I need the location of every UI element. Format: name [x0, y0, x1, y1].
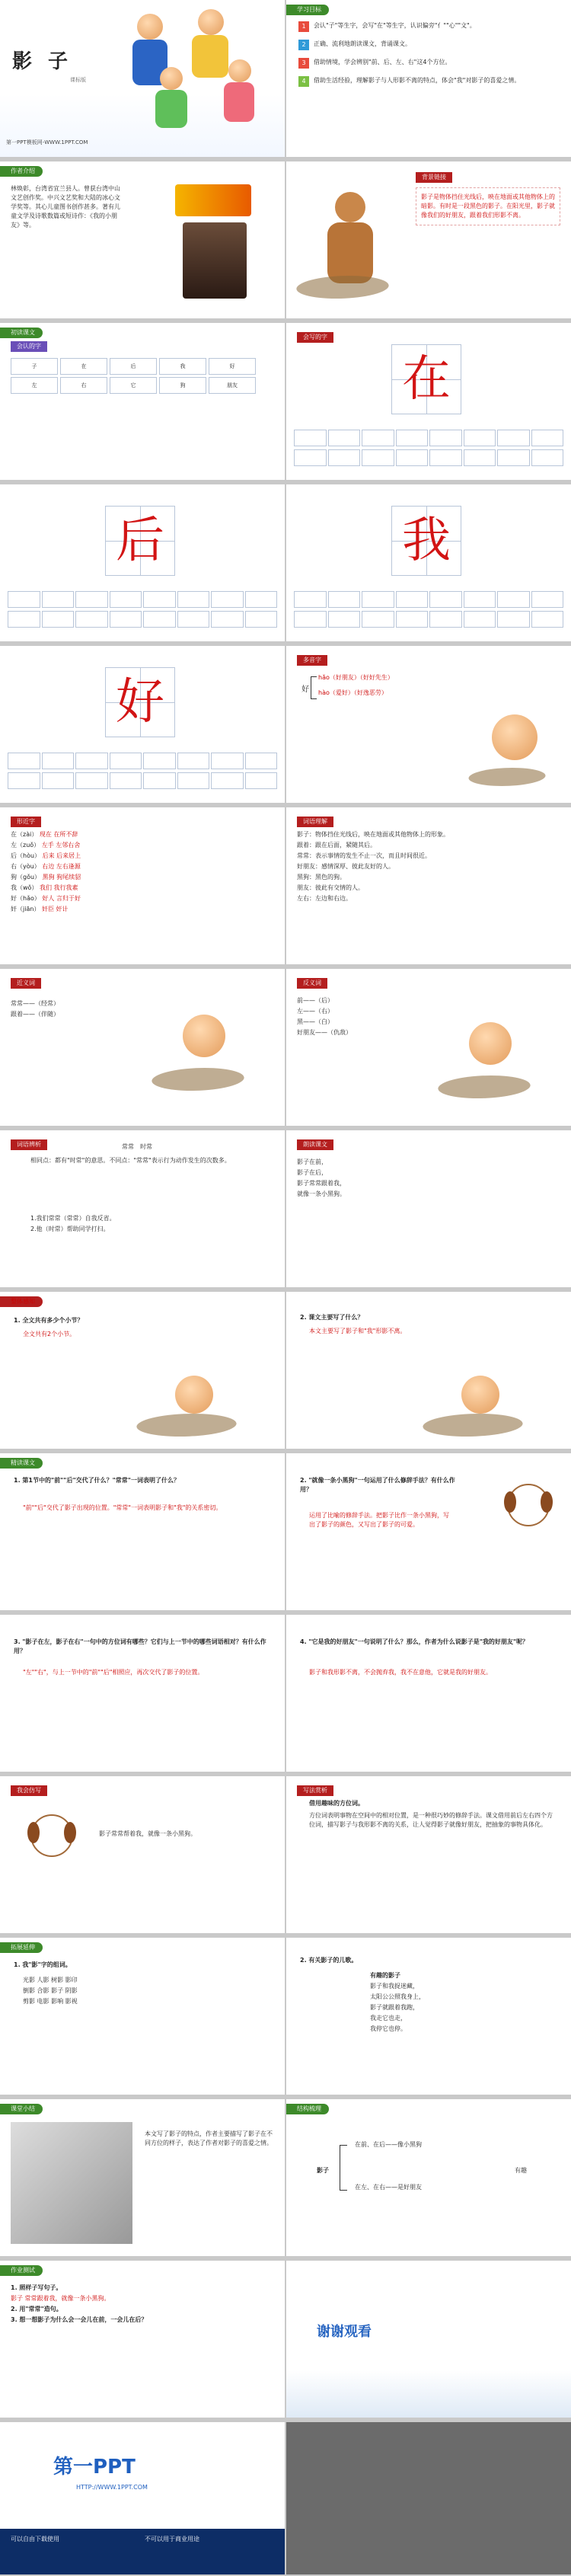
section-title: 背景链接 [416, 172, 452, 183]
shadow-photo [11, 2122, 132, 2244]
book-image [175, 184, 251, 216]
slide-read-deep-1[interactable]: 精读课文 1. 第1节中的"前""后"交代了什么？"常常"一词表明了什么？ "前""后"交代了影子出现的位置。"常常"一词表明影子和"我"的关系密切。 [0, 1453, 285, 1610]
slide-antonyms[interactable]: 反义词 前——（后） 左——（右） 黑——（白） 好朋友——（仇敌） [286, 969, 571, 1126]
section-title: 反义词 [297, 978, 327, 989]
child-illustration [183, 1015, 225, 1057]
banner: 拓展延伸 [0, 1942, 43, 1953]
banner: 课堂小结 [0, 2104, 43, 2114]
logo: 第一PPT [53, 2456, 136, 2479]
slide-write-char-3[interactable] [286, 484, 571, 641]
section-title: 词语辨析 [11, 1139, 47, 1150]
slide-read-deep-2[interactable]: 2. "就像一条小黑狗"一句运用了什么修辞手法？有什么作用？ 运用了比喻的修辞手法。把影子比作一条小黑狗，写出了影子的颜色，又写出了影子的可爱。 [286, 1453, 571, 1610]
slide-goals[interactable] [286, 0, 571, 157]
banner: 作者介绍 [0, 166, 43, 177]
section-title: 多音字 [297, 655, 327, 666]
slide-structure[interactable]: 结构梳理 影子 在前、在后——像小黑狗 在左、在右——是好朋友 有趣 [286, 2099, 571, 2256]
word-list: 影子：物体挡住光线后，映在地面或其他物体上的形象。 跟着：跟在后面，紧随其后。 常常：表示事情的发生不止一次，而且时间很近。 好朋友：感情深厚、彼此友好的人。 黑狗：黑色的狗。 朋友：彼此有交情的人。 左右：左边和右边。 [297, 831, 449, 902]
char-cell[interactable]: 它 [110, 377, 157, 394]
stroke-row [294, 449, 563, 466]
empty-slot [286, 2422, 571, 2574]
char-cell[interactable]: 后 [110, 358, 157, 375]
section-title: 会写的字 [297, 332, 333, 343]
big-char: 后 [105, 506, 175, 576]
slide-overview-2[interactable]: 2. 课文主要写了什么？ 本文主要写了影子和"我"形影不离。 [286, 1292, 571, 1449]
section-title: 写法赏析 [297, 1785, 333, 1796]
slide-similar-chars[interactable] [0, 807, 285, 964]
stroke-row [294, 591, 563, 608]
pair-row: 好（hǎo） 好人 言归于好 [11, 895, 81, 902]
slide-extension-1[interactable]: 拓展延伸 1. 我"影"字的组词。 光影 人影 树影 影印 倒影 合影 影子 阴影 剪影 电影 影响 影视 [0, 1938, 285, 2095]
slide-end[interactable]: 第一PPT HTTP://WWW.1PPT.COM 可以自由下载使用 不可以用于商业用途 [0, 2422, 285, 2574]
banner: 整体感知 [0, 1296, 43, 1307]
pair-list [11, 830, 274, 916]
title-text: 影 子 [12, 50, 73, 73]
slide-summary[interactable]: 课堂小结 本文写了影子的特点，作者主要描写了影子在不同方位的样子，表达了作者对影子的喜爱之情。 [0, 2099, 285, 2256]
stroke-row [294, 611, 563, 628]
child-illustration [175, 1376, 213, 1414]
child-illustration [469, 1022, 512, 1065]
char-cell[interactable]: 我 [159, 358, 206, 375]
section-title: 形近字 [11, 817, 41, 827]
logo-url: HTTP://WWW.1PPT.COM [76, 2484, 148, 2491]
slide-read-deep-4[interactable]: 4. "它是我的好朋友"一句说明了什么？那么，作者为什么说影子是"我的好朋友"呢？ 影子和我形影不离，不会抛弃我，我不在意他，它就是我的好朋友。 [286, 1615, 571, 1772]
slide-title[interactable] [0, 0, 285, 157]
banner: 结构梳理 [286, 2104, 329, 2114]
char-cell[interactable]: 在 [60, 358, 107, 375]
pair-row: 右（yòu） 右边 左右逢源 [11, 863, 81, 870]
slide-read-text[interactable]: 朗读课文 影子在前， 影子在后， 影子常常跟着我， 就像一条小黑狗。 [286, 1130, 571, 1287]
reading-1: hǎo（好朋友）（好好先生） [318, 674, 394, 681]
slide-read-chars[interactable] [0, 323, 285, 480]
section-title: 朗读课文 [297, 1139, 333, 1150]
pair-row: 后（hòu） 后来 后来居上 [11, 852, 81, 859]
slide-writing-method[interactable]: 写法赏析 借用趣味的方位词。 方位词表明事物在空间中的相对位置，是一种很巧妙的修辞手法。课文借用前后左右四个方位词，描写影子与我形影不离的关系，让人觉得影子就像好朋友，把抽象的事物具体化。 [286, 1776, 571, 1933]
child-illustration [461, 1376, 499, 1414]
dog-illustration [507, 1484, 550, 1526]
slide-imitation[interactable]: 我会仿写 影子常常帮着我，就像一条小黑狗。 [0, 1776, 285, 1933]
big-char: 好 [105, 667, 175, 737]
goal-item: 4 借助生活经验，理解影子与人形影不离的特点，体会"我"对影子的喜爱之情。 [298, 76, 563, 87]
char-cell[interactable]: 左 [11, 377, 58, 394]
reading-2: hào（爱好）（好逸恶劳） [318, 689, 388, 696]
slide-write-char-1[interactable] [286, 323, 571, 480]
teacher-label: 课标版 [70, 77, 86, 83]
slide-overview-1[interactable]: 整体感知 1. 全文共有多少个小节？ 全文共有2个小节。 [0, 1292, 285, 1449]
stroke-row [8, 591, 277, 608]
author-photo [183, 222, 247, 299]
goal-item: 1 会认"子"等生字，会写"在"等生字，认识偏旁"亻""心""文"。 [298, 21, 563, 32]
slide-thanks[interactable] [286, 2261, 571, 2418]
dog-illustration [30, 1814, 73, 1857]
char-cell[interactable]: 狗 [159, 377, 206, 394]
section-title: 近义词 [11, 978, 41, 989]
poly-char: 好 [301, 686, 309, 694]
section-title: 我会仿写 [11, 1785, 47, 1796]
slide-write-char-2[interactable] [0, 484, 285, 641]
pair-row: 我（wǒ） 我们 我行我素 [11, 884, 78, 891]
banner: 精读课文 [0, 1458, 43, 1469]
char-cell[interactable]: 子 [11, 358, 58, 375]
slide-read-deep-3[interactable]: 3. "影子在左，影子在右"一句中的方位词有哪些？它们与上一节中的哪些词语相对？有什么作用？ "左""右"，与上一节中的"前""后"相照应，再次交代了影子的位置。 [0, 1615, 285, 1772]
banner: 学习目标 [286, 5, 329, 15]
child-illustration [492, 714, 538, 760]
footer-text: 第一PPT模板网-WWW.1PPT.COM [6, 139, 88, 145]
slide-background[interactable] [286, 161, 571, 318]
slide-polyphone[interactable] [286, 646, 571, 803]
slide-word-meaning[interactable] [286, 807, 571, 964]
slide-extension-2[interactable]: 2. 有关影子的儿歌。 有趣的影子 影子和我捉迷藏， 太阳公公照我身上， 影子就跟着我跑， 我走它也走， 我停它也停。 [286, 1938, 571, 2095]
stroke-row [8, 611, 277, 628]
author-text: 林焕彰，台湾省宜兰县人。曾获台湾中山文艺创作奖。中兴文艺奖和大陆的冰心文学奖等。其心儿童图书创作甚多。著有儿童文学及诗歌数篇或短诗作：《我的小朋友》等。 [11, 185, 120, 229]
big-char: 在 [391, 344, 461, 414]
slide-word-analysis[interactable]: 词语辨析 常常 时常 相同点：都有"时常"的意思。不同点："常常"表示行为动作发生的次数多。 1.我们常常（常常）自我反省。 2.他（时常）帮助同学打扫。 [0, 1130, 285, 1287]
slide-homework[interactable]: 作业测试 1. 照样子写句子。 影子 常常跟着我，就像一条小黑狗。 2. 用"常常"造句。 3. 想一想影子为什么会一会儿在前，一会儿在后？ [0, 2261, 285, 2418]
char-grid [11, 358, 256, 394]
section-title: 词语理解 [297, 817, 333, 827]
kids-illustration [107, 6, 274, 136]
wooden-figure [297, 184, 404, 306]
background-text: 影子是物体挡住光线后，映在地面或其他物体上的暗影。有时是一段黑色的影子。在阳光里，影子就像我们的好朋友，跟着我们形影不离。 [416, 187, 560, 225]
pair-row: 狗（gǒu） 黑狗 狗尾续貂 [11, 874, 81, 881]
pair-row: 左（zuǒ） 左手 左邻右舍 [11, 842, 81, 849]
char-cell[interactable]: 朋友 [209, 377, 256, 394]
stroke-row [8, 772, 277, 789]
stroke-row [294, 430, 563, 446]
thanks-text: 谢谢观看 [317, 2324, 372, 2340]
stroke-row [8, 753, 277, 769]
subtitle: 会认的字 [11, 341, 47, 352]
goal-item: 3 借助情境，学会辨别"前、后、左、右"这4个方位。 [298, 58, 563, 69]
big-char: 我 [391, 506, 461, 576]
slide-author[interactable] [0, 161, 285, 318]
pair-row: 奸（jiān） 奸臣 奸计 [11, 906, 69, 912]
goal-item: 2 正确、流利地朗读课文，背诵课文。 [298, 40, 563, 50]
char-cell[interactable]: 右 [60, 377, 107, 394]
slide-synonyms[interactable]: 近义词 常常——（经常） 跟着——（伴随） [0, 969, 285, 1126]
banner: 初读课文 [0, 328, 43, 338]
char-cell[interactable]: 好 [209, 358, 256, 375]
banner: 作业测试 [0, 2265, 43, 2276]
pair-row: 在（zài） 现在 在所不辞 [11, 831, 78, 838]
slide-write-char-4[interactable] [0, 646, 285, 803]
